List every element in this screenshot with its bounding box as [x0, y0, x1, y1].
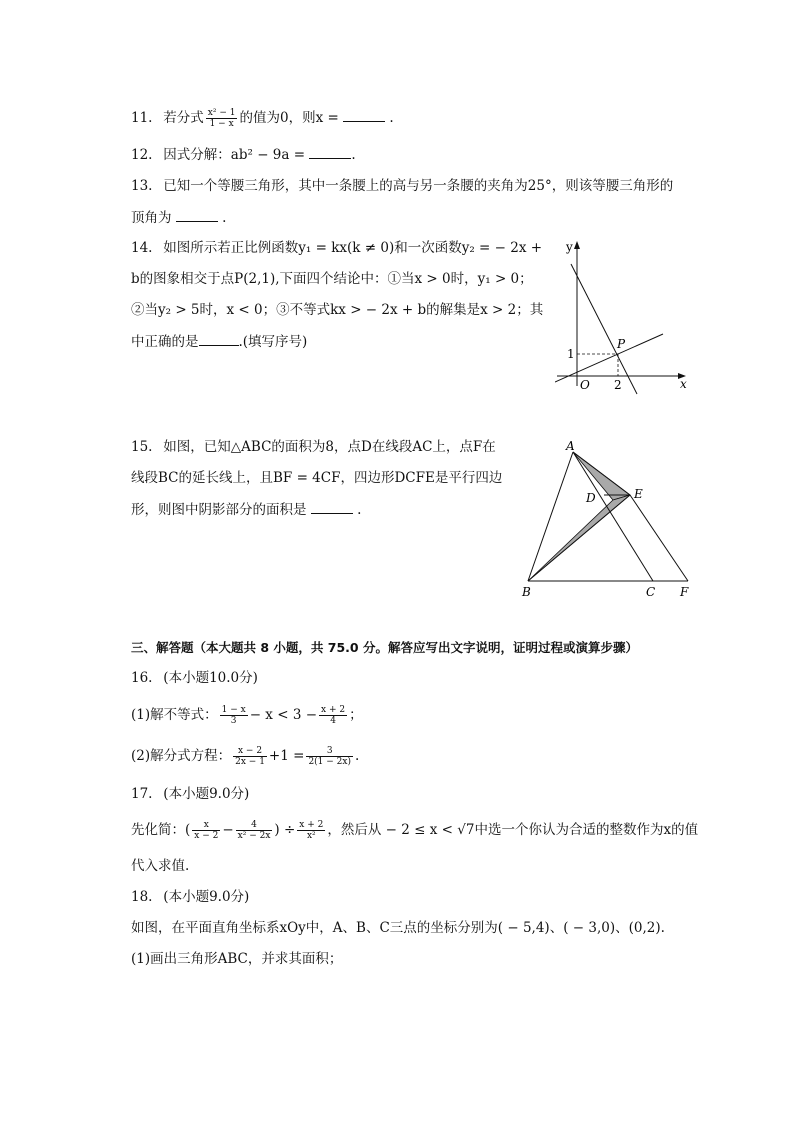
x-axis-label: x [680, 377, 687, 391]
question-14-line-2 [131, 269, 533, 289]
question-text: .(填写序号) [238, 334, 308, 350]
fraction: $\frac{4}{\text{x² − 2x}}$ [237, 820, 271, 841]
period: . [222, 210, 227, 226]
section-heading: 三、解答题（本大题共 8 小题，共 75.0 分。解答应写出文字说明，证明过程或演算步骤） [131, 640, 638, 655]
question-15-line-3 [131, 499, 361, 520]
question-text: . [354, 748, 360, 764]
question-score: (本小题9.0分) [163, 786, 250, 802]
question-text: 代入求值. [131, 858, 190, 874]
question-15-line-2 [131, 468, 502, 488]
question-16-part-1 [131, 705, 363, 726]
triangle-figure [518, 438, 698, 603]
question-text: 已知一个等腰三角形，其中一条腰上的高与另一条腰的夹角为25°，则该等腰三角形的 [163, 178, 674, 194]
question-number: 14. [131, 240, 153, 256]
question-text: 先化简：( [131, 822, 191, 838]
question-text: 因式分解：ab² − 9a = [163, 147, 306, 163]
question-text: (1)画出三角形ABC，并求其面积； [131, 951, 343, 967]
tick-label-1: 1 [567, 347, 575, 361]
question-text: 如图所示若正比例函数y₁ = kx(k ≠ 0)和一次函数y₂ = − 2x + [163, 240, 543, 256]
fraction: $\frac{x}{x - 2}$ [194, 820, 219, 841]
question-text: ) ÷ [274, 822, 296, 838]
period: . [357, 502, 362, 518]
answer-blank[interactable] [309, 144, 351, 159]
vertex-c-label: C [646, 585, 656, 599]
question-text: 顶角为 [131, 210, 172, 226]
question-18-line-2 [131, 949, 342, 969]
question-text: 如图，在平面直角坐标系xOy中，A、B、C三点的坐标分别为( − 5,4)、( − 3,0)、(0,2). [131, 920, 665, 936]
question-text: 的值为0，则x = [239, 110, 339, 126]
question-number: 17. [131, 786, 153, 802]
tick-label-2: 2 [614, 378, 622, 392]
question-13-line-1 [131, 176, 673, 196]
question-16-header [131, 668, 258, 688]
question-text: ； [349, 707, 363, 723]
question-number: 12. [131, 147, 153, 163]
period: . [351, 147, 356, 163]
question-text: b的图象相交于点P(2,1),下面四个结论中：①当x > 0时，y₁ > 0； [131, 271, 533, 287]
question-16-part-2 [131, 746, 359, 767]
function-graph [555, 236, 695, 396]
question-text: ②当y₂ > 5时，x < 0；③不等式kx > − 2x + b的解集是x > 2；其 [131, 302, 544, 318]
answer-blank[interactable] [311, 499, 353, 514]
question-17-line-2 [131, 856, 189, 876]
question-number: 11. [131, 110, 153, 126]
fraction: $\frac{\text{x² − 1}}{1 - x}$ [207, 108, 236, 129]
fraction: $\frac{x - 2}{2x - 1}$ [235, 746, 265, 767]
question-14-line-1 [131, 238, 542, 258]
vertex-b-label: B [522, 585, 531, 599]
question-18-header [131, 887, 249, 907]
question-17-header [131, 784, 249, 804]
fraction: $\frac{x + 2}{4}$ [321, 705, 346, 726]
fraction: $\frac{1 - x}{3}$ [221, 705, 246, 726]
question-score: (本小题10.0分) [163, 670, 258, 686]
question-text: 线段BC的延长线上，且BF = 4CF，四边形DCFE是平行四边 [131, 470, 503, 486]
question-14-line-4 [131, 331, 307, 352]
question-text: − x < 3 − [249, 707, 318, 723]
question-15-line-1 [131, 437, 496, 457]
shaded-region-upper [573, 452, 630, 500]
question-text: 如图，已知△ABC的面积为8，点D在线段AC上，点F在 [163, 439, 496, 455]
question-14-line-3 [131, 300, 543, 320]
fraction: $\frac{x + 2}{\text{x²}}$ [299, 820, 324, 841]
question-13-line-2 [131, 207, 226, 228]
answer-blank[interactable] [176, 207, 218, 222]
segment-ef [630, 495, 688, 581]
segment-ac [573, 452, 653, 581]
period: . [389, 110, 394, 126]
question-18-line-1 [131, 918, 665, 938]
question-11 [131, 107, 394, 129]
question-17-line-1 [131, 820, 698, 841]
y-axis-arrow-icon [574, 241, 580, 249]
fraction: $\frac{3}{2(1 - 2x)}$ [308, 746, 351, 767]
point-p-label: P [617, 337, 626, 351]
question-text: 若分式 [163, 110, 204, 126]
question-text: ，然后从 − 2 ≤ x < √7中选一个你认为合适的整数作为x的值 [327, 822, 699, 838]
question-score: (本小题9.0分) [163, 889, 250, 905]
question-number: 13. [131, 178, 153, 194]
vertex-e-label: E [634, 487, 643, 501]
question-number: 16. [131, 670, 153, 686]
answer-blank[interactable] [343, 107, 385, 122]
y-axis-label: y [566, 240, 573, 254]
question-text: +1 = [268, 748, 305, 764]
vertex-d-label: D [586, 491, 596, 505]
answer-blank[interactable] [199, 331, 239, 346]
question-number: 15. [131, 439, 153, 455]
segment-ae [573, 452, 630, 495]
question-text: − [222, 822, 234, 838]
question-text: 中正确的是 [131, 334, 199, 350]
origin-label: O [580, 378, 590, 392]
question-text: (2)解分式方程： [131, 748, 232, 764]
question-number: 18. [131, 889, 153, 905]
vertex-a-label: A [566, 439, 575, 453]
vertex-f-label: F [680, 585, 689, 599]
question-12 [131, 144, 356, 165]
question-text: 形，则图中阴影部分的面积是 [131, 502, 307, 518]
question-text: (1)解不等式： [131, 707, 218, 723]
line-y2 [571, 264, 637, 394]
